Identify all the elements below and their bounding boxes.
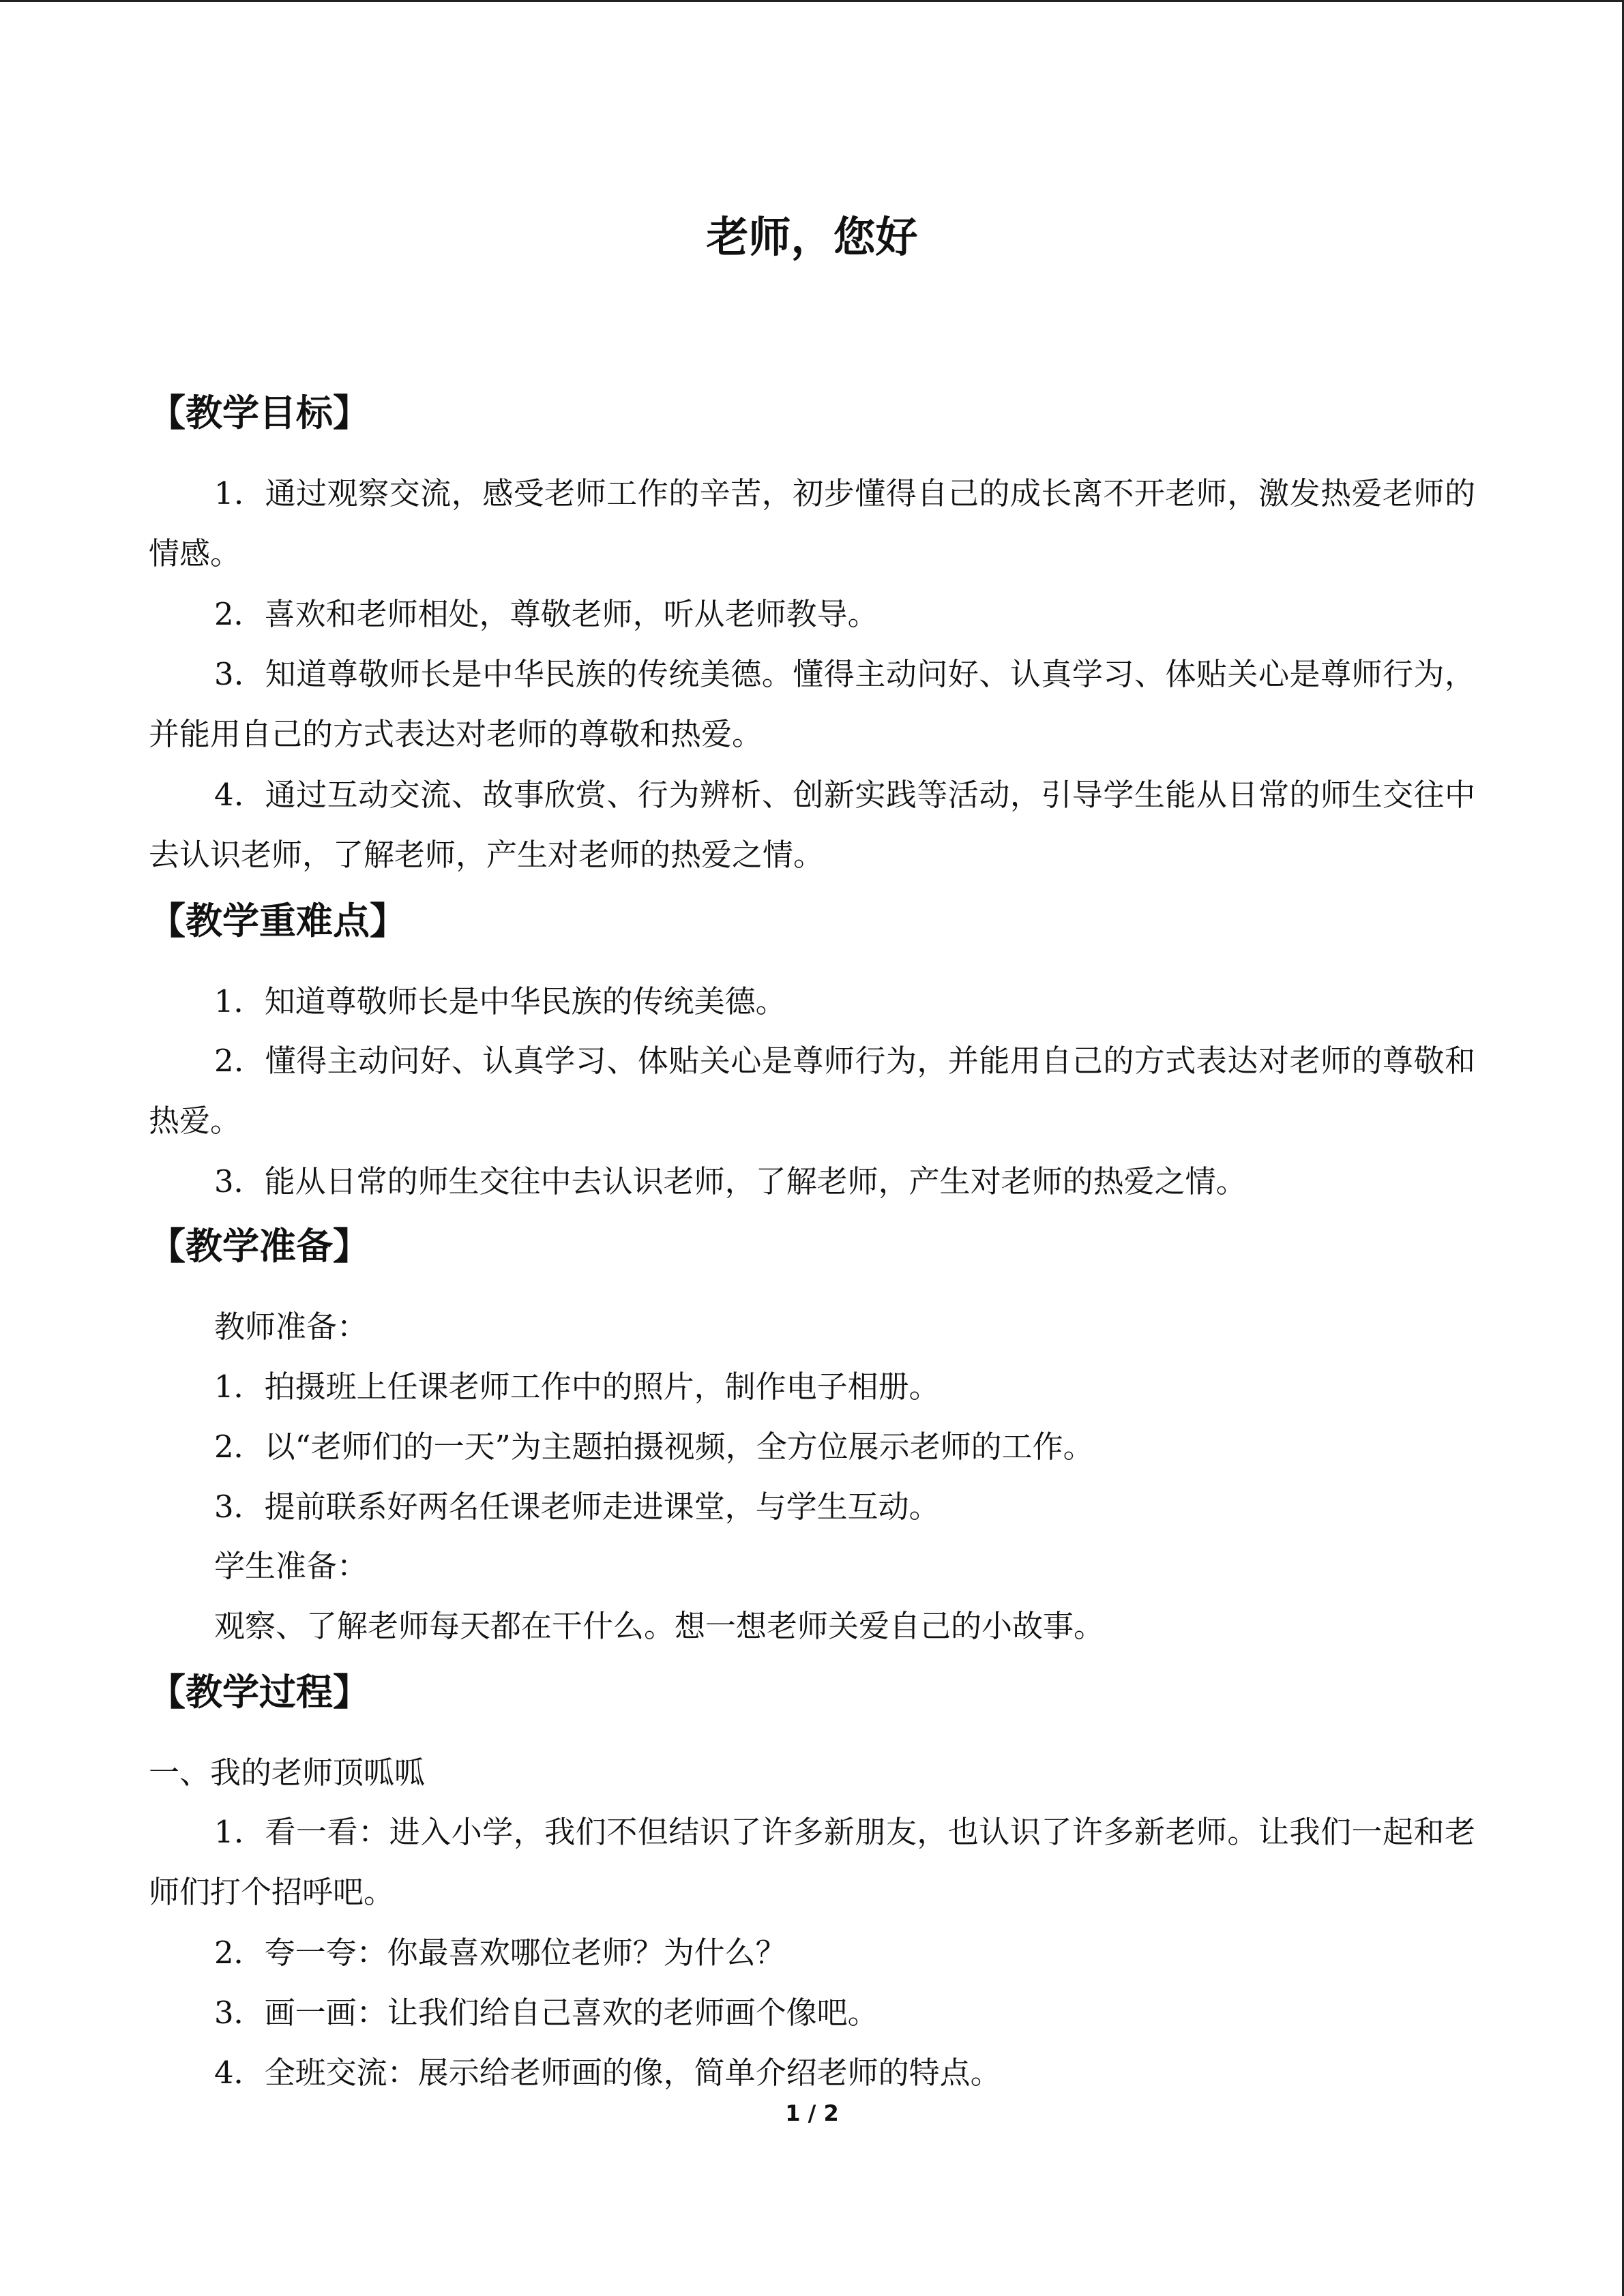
key-point-item-2: 2．懂得主动问好、认真学习、体贴关心是尊师行为，并能用自己的方式表达对老师的尊敬和热爱。 [149, 1043, 1475, 1139]
teacher-prep-label: 教师准备： [214, 1309, 368, 1345]
teacher-prep-item-1: 1．拍摄班上任课老师工作中的照片，制作电子相册。 [214, 1369, 940, 1405]
heading-process: 【教学过程】 [149, 1670, 370, 1714]
heading-preparation: 【教学准备】 [149, 1224, 370, 1268]
process-item-4: 4．全班交流：展示给老师画的像，简单介绍老师的特点。 [214, 2055, 1001, 2091]
page-number: 1 / 2 [785, 2100, 839, 2126]
top-border [0, 0, 1624, 2]
goal-item-1: 1．通过观察交流，感受老师工作的辛苦，初步懂得自己的成长离不开老师，激发热爱老师的情感。 [149, 475, 1475, 571]
goal-item-2: 2．喜欢和老师相处，尊敬老师，听从老师教导。 [214, 596, 879, 632]
student-prep-item-1: 观察、了解老师每天都在干什么。想一想老师关爱自己的小故事。 [214, 1608, 1105, 1644]
document-title: 老师，您好 [706, 212, 918, 262]
process-item-2: 2．夸一夸：你最喜欢哪位老师？为什么？ [214, 1935, 786, 1971]
heading-goals: 【教学目标】 [149, 391, 370, 434]
goal-item-3: 3．知道尊敬师长是中华民族的传统美德。懂得主动问好、认真学习、体贴关心是尊师行为，并能用自己的方式表达对老师的尊敬和热爱。 [149, 656, 1475, 752]
key-point-item-1: 1．知道尊敬师长是中华民族的传统美德。 [214, 983, 786, 1019]
process-item-3: 3．画一画：让我们给自己喜欢的老师画个像吧。 [214, 1995, 879, 2031]
key-point-item-3: 3．能从日常的师生交往中去认识老师，了解老师，产生对老师的热爱之情。 [214, 1163, 1247, 1199]
student-prep-label: 学生准备： [214, 1548, 368, 1584]
teacher-prep-item-2: 2．以“老师们的一天”为主题拍摄视频，全方位展示老师的工作。 [214, 1429, 1094, 1465]
goal-item-4: 4．通过互动交流、故事欣赏、行为辨析、创新实践等活动，引导学生能从日常的师生交往中去认识老师，了解老师，产生对老师的热爱之情。 [149, 777, 1475, 873]
teacher-prep-item-3: 3．提前联系好两名任课老师走进课堂，与学生互动。 [214, 1489, 940, 1525]
process-part1-title: 一、我的老师顶呱呱 [149, 1755, 426, 1791]
process-item-1: 1．看一看：进入小学，我们不但结识了许多新朋友，也认识了许多新老师。让我们一起和老师们打个招呼吧。 [149, 1814, 1475, 1910]
heading-key-points: 【教学重难点】 [149, 899, 407, 942]
